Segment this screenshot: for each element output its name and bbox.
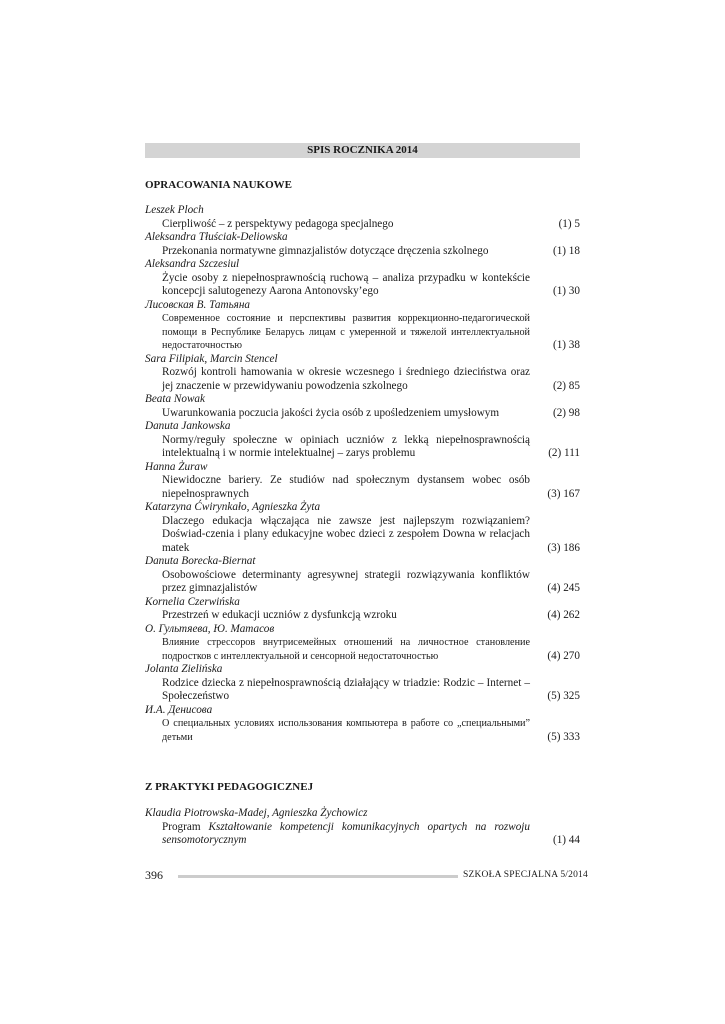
issue-page-reference: (2) 85 <box>552 379 580 392</box>
entry-title <box>145 515 580 556</box>
research-articles-list <box>145 204 580 744</box>
entry-author: Danuta Jankowska <box>145 420 231 432</box>
entry-title <box>145 366 580 393</box>
section-heading-practice: Z PRAKTYKI PEDAGOGICZNEJ <box>145 781 314 793</box>
issue-page-reference: (3) 167 <box>547 487 580 500</box>
entry-author: Leszek Ploch <box>145 204 204 216</box>
entry-title <box>145 474 580 501</box>
entry-title <box>145 677 580 704</box>
entry-title-text: Rodzice dziecka z niepełnosprawnością działający w triadzie: Rodzic – Internet – Społeczeństwo <box>162 676 530 702</box>
entry-author: Sara Filipiak, Marcin Stencel <box>145 352 278 365</box>
entry-title <box>145 717 580 744</box>
section-heading-research: OPRACOWANIA NAUKOWE <box>145 179 292 191</box>
entry-author: Jolanta Zielińska <box>145 663 223 675</box>
issue-page-reference: (3) 186 <box>547 541 580 554</box>
entry-author: Kornelia Czerwińska <box>145 595 240 608</box>
entry-title-text: Osobowościowe determinanty agresywnej strategii rozwiązywania konfliktów przez gimnazjalistów <box>162 568 530 594</box>
entry-author: Hanna Żuraw <box>145 460 208 473</box>
entry-title-text: Cierpliwość – z perspektywy pedagoga specjalnego <box>162 217 394 230</box>
page-number: 396 <box>145 868 163 882</box>
entry-title-text: Влияние стрессоров внутрисемейных отношений на личностное становление подростков с интеллектуальной и сенсорной недостаточностью <box>162 637 530 662</box>
issue-page-reference: (1) 30 <box>552 285 580 297</box>
entry-author: Klaudia Piotrowska-Madej, Agnieszka Żychowicz <box>145 807 368 819</box>
practice-articles-list <box>145 807 580 848</box>
entry-author: Aleksandra Tłuściak-Deliowska <box>145 231 288 243</box>
entry-author: Katarzyna Ćwirynkało, Agnieszka Żyta <box>145 501 321 513</box>
entry-title-text: Rozwój kontroli hamowania w okresie wczesnego i średniego dzieciństwa oraz jej znaczenie w przewidywaniu powodzenia szkolnego <box>162 366 530 392</box>
entry-title <box>145 407 580 421</box>
entry-author: Aleksandra Szczesiul <box>145 258 240 270</box>
entry-author: Beata Nowak <box>145 393 205 405</box>
journal-title: SZKOŁA SPECJALNA 5/2014 <box>463 870 588 880</box>
entry-title <box>145 245 580 259</box>
issue-page-reference: (5) 333 <box>547 730 580 743</box>
entry-title-prefix: Program <box>162 820 209 833</box>
entry-title <box>145 218 580 232</box>
issue-page-reference: (2) 98 <box>552 406 580 419</box>
entry-title <box>145 636 580 663</box>
issue-page-reference: (1) 38 <box>552 339 580 351</box>
issue-page-reference: (5) 325 <box>547 690 580 702</box>
footer-rule <box>178 875 458 878</box>
entry-title <box>145 569 580 596</box>
entry-title <box>145 434 580 461</box>
issue-page-reference: (1) 5 <box>558 217 580 230</box>
entry-author: О. Гультяева, Ю. Матасов <box>145 622 275 635</box>
issue-page-reference: (1) 18 <box>552 244 580 257</box>
issue-page-reference: (4) 270 <box>547 649 580 662</box>
entry-title <box>145 609 580 623</box>
entry-title-text: Życie osoby z niepełnosprawnością ruchową – analiza przypadku w kontekście koncepcji salutogenezy Aarona Antonovsky’ego <box>162 271 530 297</box>
entry-author: Danuta Borecka-Biernat <box>145 555 256 567</box>
entry-title <box>145 821 580 848</box>
entry-title <box>145 272 580 299</box>
issue-page-reference: (4) 245 <box>547 582 580 594</box>
entry-title-text: Uwarunkowania poczucia jakości życia osób z upośledzeniem umysłowym <box>162 406 500 419</box>
volume-index-banner: SPIS ROCZNIKA 2014 <box>145 143 580 158</box>
entry-title <box>145 312 580 353</box>
entry-title-text: О специальных условиях использования компьютера в работе со „специальными” детьми <box>162 718 530 743</box>
entry-title-text: Przestrzeń w edukacji uczniów z dysfunkcją wzroku <box>162 609 397 621</box>
entry-title-text: Przekonania normatywne gimnazjalistów dotyczące dręczenia szkolnego <box>162 244 489 257</box>
entry-title-italic: Kształtowanie kompetencji komunikacyjnych opartych na rozwoju sensomotorycznym <box>162 820 531 846</box>
issue-page-reference: (4) 262 <box>547 609 580 621</box>
entry-title-text: Современное состояние и перспективы развития коррекционно-педагогической помощи в Республике Беларусь лицам с умеренной и тяжелой интеллектуальной недостаточностью <box>162 313 530 351</box>
issue-page-reference: (2) 111 <box>548 447 580 459</box>
entry-title-text: Normy/reguły społeczne w opiniach uczniów z lekką niepełnosprawnością intelektualną i w normie intelektualnej – zarys problemu <box>162 433 530 459</box>
issue-page-reference: (1) 44 <box>552 834 580 846</box>
entry-author: Лисовская В. Татьяна <box>145 298 251 311</box>
entry-title-text: Niewidoczne bariery. Ze studiów nad społecznym dystansem wobec osób niepełnosprawnych <box>162 474 530 500</box>
entry-author: И.А. Денисова <box>145 703 213 716</box>
entry-title-text: Dlaczego edukacja włączająca nie zawsze jest najlepszym rozwiązaniem? Doświad-czenia i plany edukacyjne wobec dzieci z zespołem Downa w relacjach matek <box>162 514 530 554</box>
